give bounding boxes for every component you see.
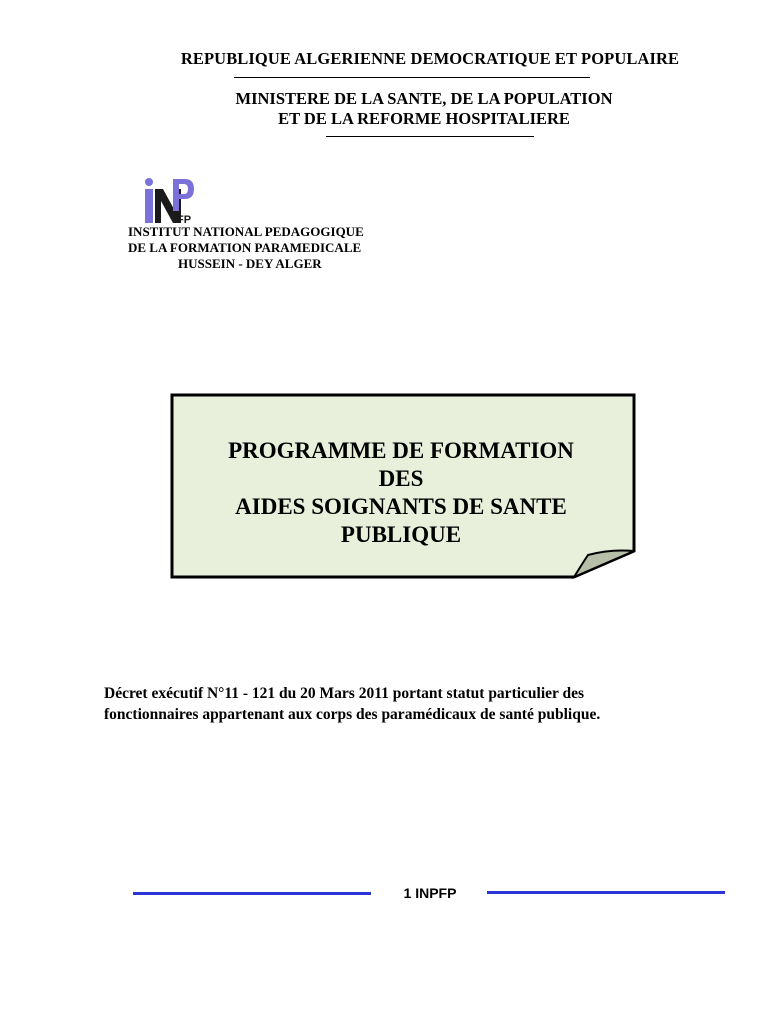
banner-title-line3: AIDES SOIGNANTS DE SANTE xyxy=(235,494,567,519)
decree-line2: fonctionnaires appartenant aux corps des paramédicaux de santé publique. xyxy=(104,706,601,723)
banner-title-line1: PROGRAMME DE FORMATION xyxy=(228,438,574,463)
header-divider xyxy=(234,77,590,78)
banner-title-line4: PUBLIQUE xyxy=(340,522,462,547)
footer-rule-right xyxy=(487,891,725,894)
ministry-divider xyxy=(326,136,534,137)
ministry-heading-line2: ET DE LA REFORME HOSPITALIERE xyxy=(278,109,570,128)
institute-line1: INSTITUT NATIONAL PEDAGOGIQUE xyxy=(128,224,364,239)
republic-heading: REPUBLIQUE ALGERIENNE DEMOCRATIQUE ET POPULAIRE xyxy=(180,49,680,68)
ministry-heading-line1: MINISTERE DE LA SANTE, DE LA POPULATION xyxy=(235,89,613,108)
institute-line3: HUSSEIN - DEY ALGER xyxy=(178,256,322,271)
decree-line1: Décret exécutif N°11 - 121 du 20 Mars 2011 portant statut particulier des xyxy=(104,685,585,702)
institute-line2: DE LA FORMATION PARAMEDICALE xyxy=(128,240,362,255)
banner-title-line2: DES xyxy=(378,466,424,491)
inpfp-logo xyxy=(143,177,195,223)
footer-page-label: 1 INPFP xyxy=(403,885,457,901)
footer-rule-left xyxy=(133,892,371,895)
svg-text:FP: FP xyxy=(177,214,192,223)
